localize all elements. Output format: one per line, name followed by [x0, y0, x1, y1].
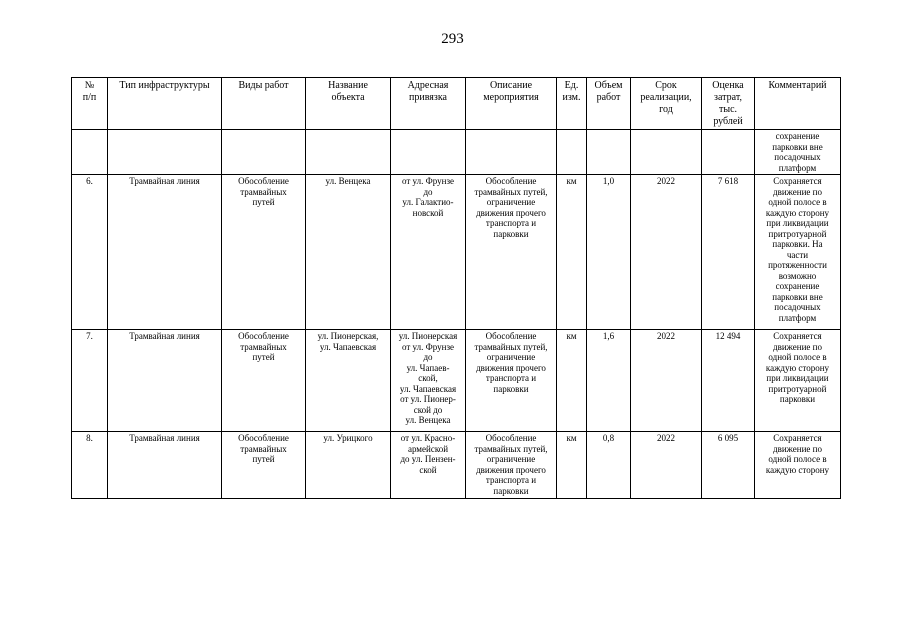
- year-cell: 2022: [631, 432, 702, 499]
- address-cell: от ул. Фрунзе до ул. Галактио- новской: [391, 175, 466, 330]
- table-cell: [391, 130, 466, 175]
- description-cell: Обособление трамвайных путей, ограничение движения прочего транспорта и парковки: [466, 432, 557, 499]
- works-cell: Обособление трамвайных путей: [222, 330, 306, 432]
- year-cell: 2022: [631, 175, 702, 330]
- name-cell: ул. Пионерская, ул. Чапаевская: [306, 330, 391, 432]
- table-cell: [108, 130, 222, 175]
- name-cell: ул. Венцека: [306, 175, 391, 330]
- num-cell: 6.: [72, 175, 108, 330]
- works-cell: Обособление трамвайных путей: [222, 432, 306, 499]
- header-num: № п/п: [72, 78, 108, 130]
- volume-cell: 0,8: [587, 432, 631, 499]
- works-cell: Обособление трамвайных путей: [222, 175, 306, 330]
- cost-cell: 7 618: [702, 175, 755, 330]
- name-cell: ул. Урицкого: [306, 432, 391, 499]
- volume-cell: 1,6: [587, 330, 631, 432]
- header-description: Описание мероприятия: [466, 78, 557, 130]
- comment-cell: Сохраняется движение по одной полосе в каждую сторону при ликвидации притротуарной парковки. На части протяженности возможно сохранение парковки вне посадочных платформ: [755, 175, 841, 330]
- header-type: Тип инфраструктуры: [108, 78, 222, 130]
- cost-cell: 12 494: [702, 330, 755, 432]
- header-unit: Ед. изм.: [557, 78, 587, 130]
- volume-cell: 1,0: [587, 175, 631, 330]
- table-cell: [702, 130, 755, 175]
- table-cell: [466, 130, 557, 175]
- header-name: Название объекта: [306, 78, 391, 130]
- header-volume: Объем работ: [587, 78, 631, 130]
- year-cell: 2022: [631, 330, 702, 432]
- type-cell: Трамвайная линия: [108, 175, 222, 330]
- comment-cell: сохранение парковки вне посадочных платформ: [755, 130, 841, 175]
- num-cell: 7.: [72, 330, 108, 432]
- header-works: Виды работ: [222, 78, 306, 130]
- table-row-continuation: [72, 130, 841, 175]
- header-address: Адресная привязка: [391, 78, 466, 130]
- comment-cell: Сохраняется движение по одной полосе в каждую сторону при ликвидации притротуарной парковки: [755, 330, 841, 432]
- table-row: [72, 330, 841, 432]
- header-cost: Оценка затрат, тыс. рублей: [702, 78, 755, 130]
- table-cell: [306, 130, 391, 175]
- type-cell: Трамвайная линия: [108, 330, 222, 432]
- table-cell: [557, 130, 587, 175]
- table-cell: [631, 130, 702, 175]
- table-header-row: [72, 78, 841, 130]
- table-row: [72, 175, 841, 330]
- address-cell: от ул. Красно- армейской до ул. Пензен- ской: [391, 432, 466, 499]
- cost-cell: 6 095: [702, 432, 755, 499]
- infrastructure-table: [71, 77, 841, 499]
- header-year: Срок реализации, год: [631, 78, 702, 130]
- table-cell: [587, 130, 631, 175]
- table-row: [72, 432, 841, 499]
- table-cell: [222, 130, 306, 175]
- unit-cell: км: [557, 432, 587, 499]
- address-cell: ул. Пионерская от ул. Фрунзе до ул. Чапаев- ской, ул. Чапаевская от ул. Пионер- ской до ул. Венцека: [391, 330, 466, 432]
- header-comment: Комментарий: [755, 78, 841, 130]
- type-cell: Трамвайная линия: [108, 432, 222, 499]
- unit-cell: км: [557, 175, 587, 330]
- description-cell: Обособление трамвайных путей, ограничение движения прочего транспорта и парковки: [466, 330, 557, 432]
- unit-cell: км: [557, 330, 587, 432]
- table-cell: [72, 130, 108, 175]
- page-number: 293: [441, 31, 464, 47]
- description-cell: Обособление трамвайных путей, ограничение движения прочего транспорта и парковки: [466, 175, 557, 330]
- num-cell: 8.: [72, 432, 108, 499]
- comment-cell: Сохраняется движение по одной полосе в каждую сторону: [755, 432, 841, 499]
